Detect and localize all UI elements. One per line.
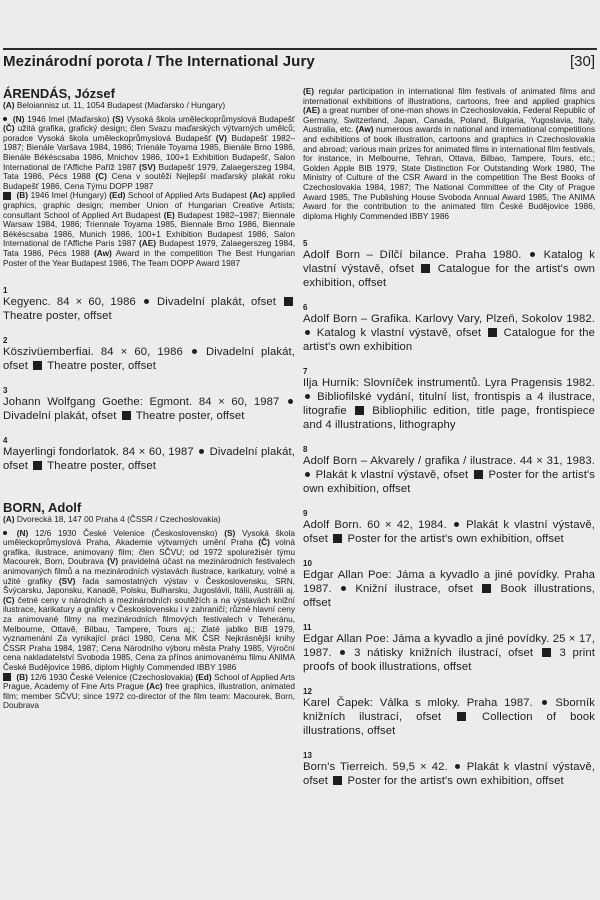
work-description bbox=[303, 568, 595, 610]
work-item bbox=[3, 436, 295, 473]
work-item bbox=[303, 367, 595, 432]
page-header bbox=[3, 50, 597, 72]
czech-bullet-icon bbox=[192, 349, 197, 354]
english-bullet-icon bbox=[33, 361, 42, 370]
work-item bbox=[303, 445, 595, 496]
work-number: 10 bbox=[303, 559, 312, 569]
work-item bbox=[303, 559, 595, 610]
work-english-desc: Book illustrations, offset bbox=[303, 583, 595, 610]
work-english-desc: Theatre poster, offset bbox=[3, 310, 112, 323]
czech-bullet-icon bbox=[288, 399, 293, 404]
bio-text: četné ceny v národních a mezinárodních soutěžích a na výstavách knižní ilustrace, karikatury a grafiky v Československu i v zahraničí; různé hlavní ceny za animované filmy na mezinárodních filmových festivalech v Teheránu, Melbourne, Ottavě, Bilbau, Tampere, Tours aj.; Zlaté jablko BIB 1979, vyznamenání Za vynikající práci 1980, Cena MK ČSR Nejkrásnější knihy ČSSR Praha 1984, 1987; Cena Národního výboru města Prahy 1985, Výroční cena nakladatelství Svoboda 1985, Cena za přínos animovanému filmu ANIMA České Budějovice 1986, diplom Highly Commended IBBY 1986 bbox=[3, 594, 295, 672]
english-bullet-icon bbox=[284, 297, 293, 306]
work-english-desc: Collection of book illustrations, offset bbox=[303, 711, 595, 738]
artist-name: BORN, Adolf bbox=[3, 500, 82, 516]
bio-text: a great number of one-man shows in Czechoslovakia, Federal Republic of Germany, Switzerland, Japan, Canada, Poland, Bulgaria, Yugoslavia, Italy, Australia, etc. bbox=[303, 105, 595, 135]
work-description bbox=[303, 696, 595, 738]
english-bullet-icon bbox=[3, 192, 11, 200]
work-english-desc: Theatre poster, offset bbox=[135, 410, 245, 423]
bio-label: (C) bbox=[3, 594, 15, 605]
work-description bbox=[303, 518, 595, 546]
bio-text: užitá grafika, grafický design; člen Svazu maďarských výtvarných umělců; poradce Vysoká škola uměleckoprůmyslová Budapešť bbox=[3, 123, 295, 143]
bio-label: (C) bbox=[95, 171, 107, 182]
work-item bbox=[303, 303, 595, 354]
czech-bullet-icon bbox=[530, 252, 535, 257]
work-title: Edgar Allan Poe: Jáma a kyvadlo a jiné povídky. Praha 1987. bbox=[303, 569, 595, 596]
work-description bbox=[3, 395, 295, 423]
bio-text: Vysoká škola uměleckoprůmyslová Praha, Akademie výtvarných umění Praha bbox=[3, 527, 296, 548]
czech-biography bbox=[3, 529, 295, 673]
bio-label: (Č) bbox=[3, 123, 15, 134]
english-bullet-icon bbox=[122, 411, 131, 420]
english-bullet-icon bbox=[457, 712, 466, 721]
czech-bullet-icon bbox=[341, 586, 346, 591]
work-description bbox=[303, 632, 595, 674]
work-czech-desc: Divadelní plakát, ofset bbox=[3, 446, 295, 473]
bio-label: (V) bbox=[215, 132, 227, 143]
bio-text: applied graphics, graphic design; member Union of Hungarian Creative Artists; consultant School of Applied Art Budapest bbox=[3, 190, 295, 220]
work-english-desc: Poster for the artist's own exhibition, offset bbox=[347, 775, 564, 788]
work-czech-desc: Plakát k vlastní výstavě, ofset bbox=[303, 519, 595, 546]
work-czech-desc: Plakát k vlastní výstavě, ofset bbox=[303, 761, 595, 788]
bio-label: (V) bbox=[107, 556, 119, 567]
work-number: 3 bbox=[3, 386, 8, 396]
bio-text: Budapest 1982–1987; Biennale Warsaw 1984, 1986; Triennale Toyama 1985, Biennale Brno 1986, Biennale Békéscsaba 1986, Munich 1986, 100+1 Exhibition Budapest 1986, Salon International de l'Affiche Paris 1987 bbox=[3, 209, 296, 249]
english-bullet-icon bbox=[482, 584, 491, 593]
czech-bullet-icon bbox=[542, 700, 547, 705]
bio-text: Cena v soutěži Nejlepší maďarský plakát roku Budapešť 1986, Cena Týmu DOPP 1987 bbox=[3, 171, 295, 191]
czech-bullet-icon bbox=[455, 764, 460, 769]
work-title: Köszivüemberfiai. 84 × 60, 1986 bbox=[3, 346, 183, 359]
czech-bullet-icon bbox=[340, 650, 345, 655]
artist-address bbox=[3, 515, 295, 525]
english-bullet-icon bbox=[333, 534, 342, 543]
work-english-desc: Poster for the artist's own exhibition, offset bbox=[303, 469, 596, 496]
work-item bbox=[303, 239, 595, 290]
work-title: Adolf Born – Grafika. Karlovy Vary, Plzeň, Sokolov 1982. bbox=[303, 313, 595, 326]
bio-text: 1946 Imel (Hungary) bbox=[30, 190, 107, 201]
work-title: Edgar Allan Poe: Jáma a kyvadlo a jiné povídky. 25 × 17, 1987. bbox=[303, 633, 595, 660]
work-description bbox=[303, 312, 595, 354]
bio-text: pravidelná účast na mezinárodních festivalech animovaných filmů a na mezinárodních výstavách ilustrace, karikatury, volné a užité grafiky bbox=[3, 556, 296, 586]
english-biography bbox=[3, 191, 295, 268]
work-english-desc: 3 print proofs of book illustrations, offset bbox=[303, 647, 595, 674]
work-number: 13 bbox=[303, 751, 312, 761]
work-english-desc: Theatre poster, offset bbox=[47, 360, 157, 373]
work-item bbox=[303, 509, 595, 546]
bio-label: (Aw) bbox=[93, 247, 112, 258]
work-english-desc: Poster for the artist's own exhibition, offset bbox=[347, 533, 564, 546]
bio-text: numerous awards in national and international competitions and exhibitions of book illustration, cartoons and graphics in Czechoslovakia and abroad; various main prizes for animated films in international film festivals, for instance, in Melbourne, Tehran, Ottava, Bilbao, Tampere, Tours, etc.; Golden Apple BIB 1979, State Distinction For Outstanding Work 1980, The Ministry of Culture of the CSR Award in the competition The Best Books of Czechoslovakia 1984, 1987; The National Committee of the City of Prague Award 1985, The Publishing House Svoboda Annual Award 1985, The ANIMA Award for the contribution to the animated film České Budějovice 1986, diploma Highly Commended IBBY 1986 bbox=[303, 124, 596, 221]
czech-bullet-icon bbox=[3, 117, 7, 121]
bio-text: Budapešť 1979, Zalaegerszeg 1984, Tata 1986, Pécs 1988 bbox=[3, 161, 295, 182]
work-title: Born's Tierreich. 59,5 × 42. bbox=[303, 761, 448, 774]
work-english-desc: Bibliophilic edition, title page, frontispiece and 4 illustrations, lithography bbox=[303, 405, 595, 432]
work-title: Mayerlingi fondorlatok. 84 × 60, 1987 bbox=[3, 446, 194, 459]
right-column bbox=[303, 87, 595, 801]
bio-label: (SV) bbox=[58, 575, 76, 586]
bio-label: (S) bbox=[112, 113, 124, 124]
bio-text: 12/6 1930 České Velenice (Czechoslovakia) bbox=[30, 671, 194, 682]
bio-label: (B) bbox=[16, 671, 28, 682]
work-czech-desc: Divadelní plakát, ofset bbox=[3, 346, 295, 373]
work-czech-desc: Plakát k vlastní výstavě, ofset bbox=[315, 469, 469, 482]
bio-text: 1946 Imel (Maďarsko) bbox=[27, 113, 110, 124]
work-item bbox=[303, 687, 595, 738]
work-czech-desc: Bibliofilské vydání, titulní list, frontispis a 4 ilustrace, litografie bbox=[303, 391, 595, 418]
work-item bbox=[3, 286, 295, 323]
bio-text: Vysoká škola uměleckoprůmyslová Budapešť bbox=[126, 113, 295, 124]
address-label: (A) bbox=[3, 100, 15, 110]
bio-label: (N) bbox=[12, 113, 25, 124]
work-title: Adolf Born. 60 × 42, 1984. bbox=[303, 519, 447, 532]
work-title: Kegyenc. 84 × 60, 1986 bbox=[3, 296, 136, 309]
bio-label: (SV) bbox=[139, 161, 156, 172]
address-text: Dvorecká 18, 147 00 Praha 4 (ČSSR / Czechoslovakia) bbox=[16, 514, 221, 525]
english-bullet-icon bbox=[542, 648, 551, 657]
czech-biography bbox=[3, 115, 295, 192]
work-description bbox=[3, 345, 295, 373]
work-item bbox=[303, 751, 595, 788]
bio-label: (S) bbox=[224, 527, 236, 538]
address-text: Beloiannisz ut. 11, 1054 Budapest (Maďarsko / Hungary) bbox=[16, 100, 226, 110]
bio-text: regular participation in international film festivals of animated films and international exhibitions of illustrations, cartoons, free and applied graphics bbox=[303, 86, 595, 106]
bio-label: (AE) bbox=[139, 238, 157, 249]
bio-label: (AE) bbox=[303, 105, 321, 116]
work-number: 4 bbox=[3, 436, 8, 446]
work-description bbox=[3, 295, 295, 323]
bio-label: (N) bbox=[16, 527, 29, 538]
work-czech-desc: Divadelní plakát, ofset bbox=[156, 296, 276, 309]
english-biography-start bbox=[3, 673, 295, 711]
work-title: Karel Čapek: Válka s mloky. Praha 1987. bbox=[303, 697, 533, 710]
english-bullet-icon bbox=[333, 776, 342, 785]
work-title: Adolf Born – Akvarely / grafika / ilustrace. 44 × 31, 1983. bbox=[303, 455, 595, 468]
work-czech-desc: Knižní ilustrace, ofset bbox=[355, 583, 474, 596]
bio-label: (B) bbox=[16, 190, 29, 201]
work-number: 9 bbox=[303, 509, 308, 519]
work-czech-desc: Divadelní plakát, ofset bbox=[3, 410, 117, 423]
work-czech-desc: Katalog k vlastní výstavě, ofset bbox=[316, 327, 482, 340]
bio-label: (Ac) bbox=[249, 190, 266, 201]
bio-label: (E) bbox=[303, 86, 315, 96]
bio-label: (Aw) bbox=[355, 124, 374, 135]
bio-text: School of Applied Arts Budapest bbox=[127, 190, 247, 201]
work-title: Ilja Hurník: Slovníček instrumentů. Lyra Pragensis 1982. bbox=[303, 377, 595, 390]
bio-text: School of Applied Arts Prague, Academy of Fine Arts Prague bbox=[3, 671, 296, 692]
work-number: 5 bbox=[303, 239, 308, 249]
bio-label: (Ac) bbox=[146, 681, 163, 692]
work-description bbox=[3, 445, 295, 473]
bio-text: Budapešť 1982–1987; Bienále Varšava 1984, 1986; Trienále Toyama 1985, Bienále Brno 1986, Bienále Békéscsaba 1986, Mnichov 1986, 100+1 Exhibition Budapešť, Salon International de l'Affiche Paříž 1987 bbox=[3, 132, 295, 172]
czech-bullet-icon bbox=[454, 522, 459, 527]
work-item bbox=[303, 623, 595, 674]
artist-name: ÁRENDÁS, József bbox=[3, 86, 115, 101]
czech-bullet-icon bbox=[199, 449, 204, 454]
page-number: [30] bbox=[569, 52, 595, 70]
english-bullet-icon bbox=[355, 406, 364, 415]
work-english-desc: Catalogue for the artist's own exhibition bbox=[303, 327, 595, 354]
work-title: Adolf Born – Dílčí bilance. Praha 1980. bbox=[303, 249, 522, 262]
work-item bbox=[3, 336, 295, 373]
work-number: 2 bbox=[3, 336, 8, 346]
bio-text: volná grafika, ilustrace, animovaný film; člen SČVU; od 1972 spolurežisér týmu Macourek, Born, Doubrava bbox=[3, 537, 295, 567]
czech-bullet-icon bbox=[305, 394, 310, 399]
bio-label: (Č) bbox=[258, 537, 270, 548]
czech-bullet-icon bbox=[305, 472, 310, 477]
work-number: 11 bbox=[303, 623, 312, 633]
english-bullet-icon bbox=[421, 264, 430, 273]
address-label: (A) bbox=[3, 514, 15, 525]
work-number: 12 bbox=[303, 687, 312, 697]
english-bullet-icon bbox=[3, 673, 11, 681]
work-czech-desc: 3 nátisky knižních ilustrací, ofset bbox=[354, 647, 534, 660]
work-item bbox=[3, 386, 295, 423]
bio-text: free graphics, illustration, animated film; member SČVU; since 1972 co-director of the film team: Macourek, Born, Doubrava bbox=[3, 681, 295, 711]
bio-text: 12/6 1930 České Velenice (Československo) bbox=[35, 527, 218, 538]
work-number: 6 bbox=[303, 303, 308, 313]
work-number: 8 bbox=[303, 445, 308, 455]
work-czech-desc: Sborník knižních ilustrací, ofset bbox=[303, 697, 595, 724]
work-czech-desc: Katalog k vlastní výstavě, ofset bbox=[303, 249, 595, 276]
artist-address bbox=[3, 101, 295, 111]
bio-text: řada samostatných výstav v Československu, SRN, Švýcarsku, Japonsku, Kanadě, Polsku, Bulharsku, Jugoslávii, Itálii, Austrálii aj. bbox=[3, 575, 295, 596]
english-bullet-icon bbox=[33, 461, 42, 470]
work-number: 7 bbox=[303, 367, 308, 377]
work-title: Johann Wolfgang Goethe: Egmont. 84 × 60, 1987 bbox=[3, 396, 280, 409]
bio-label: (Ed) bbox=[195, 671, 212, 682]
bio-label: (Ed) bbox=[109, 190, 126, 201]
bio-text: Award in the competition The Best Hungarian Poster of the Year Budapest 1986, The Team DOPP Award 1987 bbox=[3, 247, 295, 268]
czech-bullet-icon bbox=[3, 531, 7, 535]
bio-text: Budapest 1979, Zalaegerszeg 1984, Tata 1986, Pécs 1988 bbox=[3, 238, 296, 258]
artist-entry-arendas bbox=[3, 86, 295, 473]
english-bullet-icon bbox=[488, 328, 497, 337]
english-biography-continued bbox=[303, 87, 595, 221]
work-description bbox=[303, 760, 595, 788]
work-english-desc: Catalogue for the artist's own exhibition, offset bbox=[303, 263, 595, 290]
work-description bbox=[303, 454, 595, 496]
work-number: 1 bbox=[3, 286, 8, 296]
page-title: Mezinárodní porota / The International Jury bbox=[3, 52, 315, 70]
artist-entry-born bbox=[3, 500, 295, 711]
work-description bbox=[303, 376, 595, 432]
left-column bbox=[3, 86, 295, 711]
czech-bullet-icon bbox=[305, 330, 310, 335]
english-bullet-icon bbox=[474, 470, 483, 479]
work-description bbox=[303, 248, 595, 290]
czech-bullet-icon bbox=[144, 299, 149, 304]
bio-label: (E) bbox=[163, 209, 175, 220]
work-english-desc: Theatre poster, offset bbox=[47, 460, 157, 473]
